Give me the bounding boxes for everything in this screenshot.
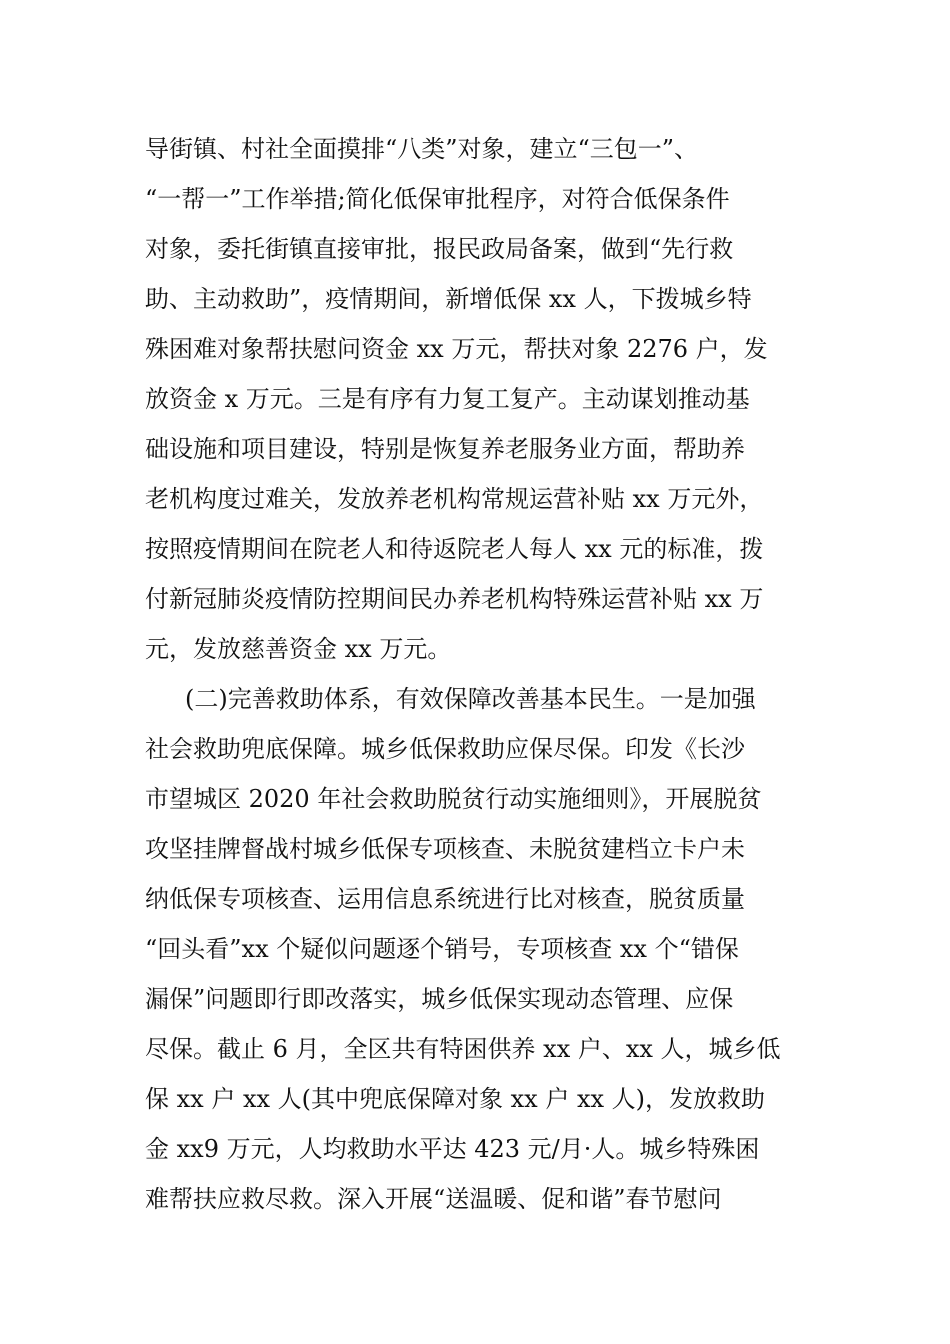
text-line: 难帮扶应救尽救。深入开展“送温暖、促和谐”春节慰问 [145,1185,722,1213]
text-line: 尽保。截止 6 月，全区共有特困供养 xx 户、xx 人，城乡低 [145,1035,781,1063]
text-line: 殊困难对象帮扶慰问资金 xx 万元，帮扶对象 2276 户，发 [145,335,768,363]
text-line: 市望城区 2020 年社会救助脱贫行动实施细则》，开展脱贫 [145,785,762,813]
text-line: 础设施和项目建设，特别是恢复养老服务业方面，帮助养 [145,435,745,463]
section-heading-line: (二)完善救助体系，有效保障改善基本民生。一是加强 [185,685,756,713]
text-line: 保 xx 户 xx 人(其中兜底保障对象 xx 户 xx 人)，发放救助 [145,1085,766,1113]
text-line: 元，发放慈善资金 xx 万元。 [145,635,452,663]
text-line: 放资金 x 万元。三是有序有力复工复产。主动谋划推动基 [145,385,750,413]
text-line: 付新冠肺炎疫情防控期间民办养老机构特殊运营补贴 xx 万 [145,585,764,613]
text-line: 助、主动救助”，疫情期间，新增低保 xx 人，下拨城乡特 [145,285,752,313]
text-line: 导街镇、村社全面摸排“八类”对象，建立“三包一”、 [145,135,699,163]
text-line: 按照疫情期间在院老人和待返院老人每人 xx 元的标准，拨 [145,535,764,563]
text-line: 纳低保专项核查、运用信息系统进行比对核查，脱贫质量 [145,885,745,913]
text-line: 漏保”问题即行即改落实，城乡低保实现动态管理、应保 [145,985,734,1013]
text-line: 老机构度过难关，发放养老机构常规运营补贴 xx 万元外， [145,485,764,513]
text-line: “回头看”xx 个疑似问题逐个销号，专项核查 xx 个“错保 [145,935,739,963]
text-line: 社会救助兜底保障。城乡低保救助应保尽保。印发《长沙 [145,735,745,763]
text-line: 攻坚挂牌督战村城乡低保专项核查、未脱贫建档立卡户未 [145,835,745,863]
text-line: 对象，委托街镇直接审批，报民政局备案，做到“先行救 [145,235,734,263]
text-line: 金 xx9 万元，人均救助水平达 423 元/月·人。城乡特殊困 [145,1135,760,1163]
text-line: “一帮一”工作举措;简化低保审批程序，对符合低保条件 [145,185,730,213]
